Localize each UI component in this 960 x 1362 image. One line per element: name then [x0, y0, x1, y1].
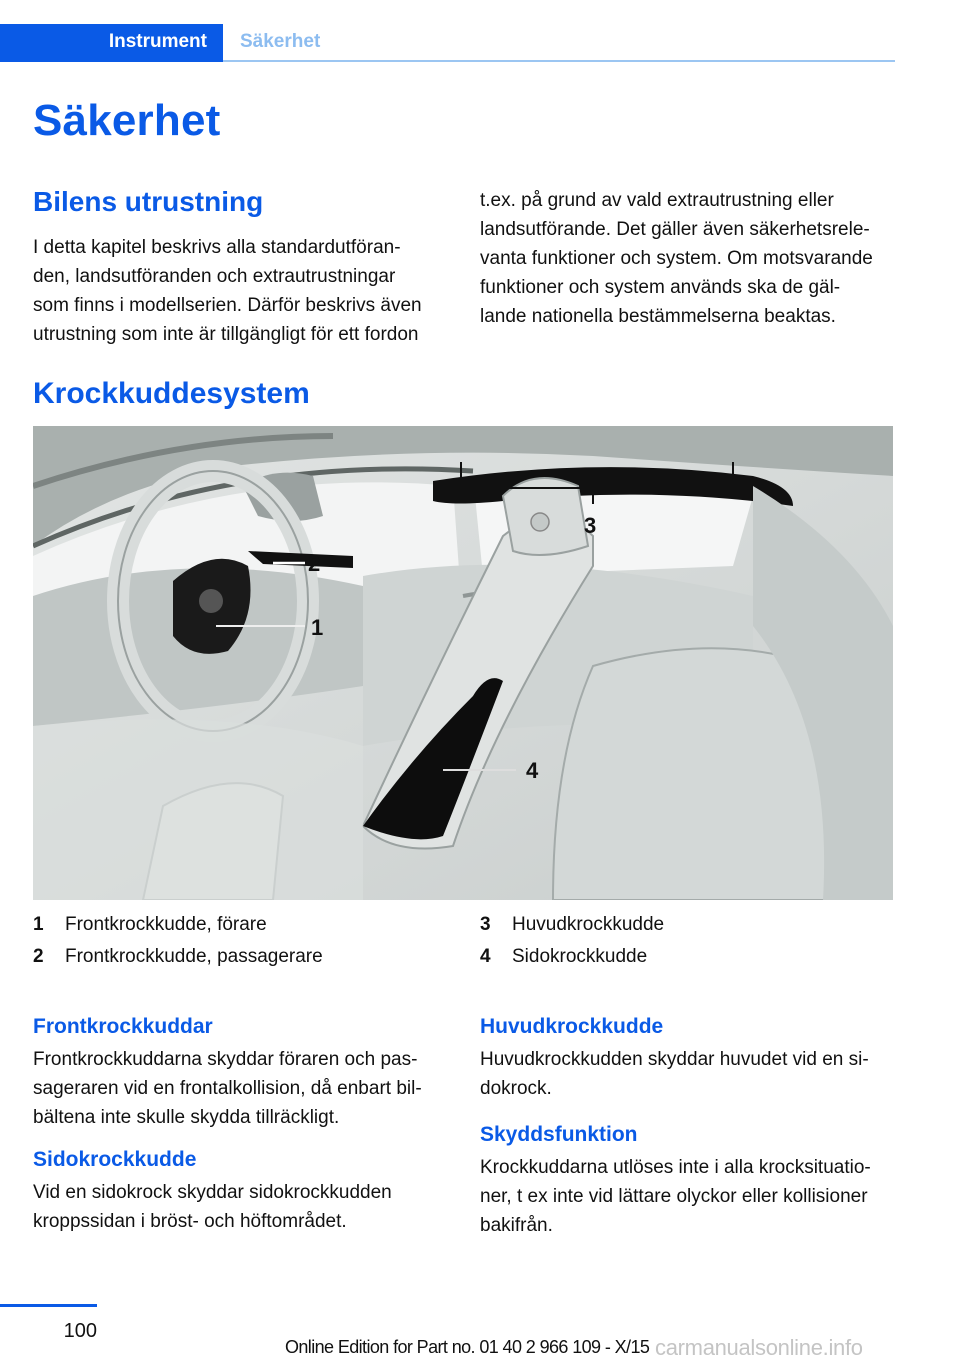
heading-huvudkrockkudde: Huvudkrockkudde: [480, 1015, 664, 1038]
legend-label: Sidokrockkudde: [512, 946, 648, 967]
legend-item: [33, 941, 323, 973]
legend-label: Huvudkrockkudde: [512, 914, 665, 935]
text-line: kroppssidan i bröst- och höftområdet.: [33, 1211, 347, 1232]
svg-text:3: 3: [584, 513, 597, 538]
equipment-text-col2: [480, 186, 910, 331]
legend-item: [480, 941, 664, 973]
legend-number: 1: [33, 914, 44, 935]
text-line: lande nationella bestämmelserna beaktas.: [480, 306, 836, 327]
page-number: 100: [63, 1320, 97, 1342]
legend-item: [33, 909, 323, 941]
text-line: bältena inte skulle skydda tillräckligt.: [33, 1107, 340, 1128]
protection-text: [480, 1153, 910, 1240]
heading-skyddsfunktion: Skyddsfunktion: [480, 1123, 638, 1146]
text-line: som finns i modellserien. Därför beskrivs även: [33, 295, 422, 316]
text-line: Vid en sidokrock skyddar sidokrockkudden: [33, 1182, 392, 1203]
text-line: dokrock.: [480, 1078, 552, 1099]
legend-left: [33, 909, 323, 973]
text-line: landsutförande. Det gäller även säkerhetsrele-: [480, 219, 870, 240]
text-line: sageraren vid en frontalkollision, då enbart bil-: [33, 1078, 422, 1099]
page-title: Säkerhet: [33, 96, 221, 145]
text-line: funktioner och system används ska de gäl-: [480, 277, 841, 298]
text-line: den, landsutföranden och extrautrustningar: [33, 266, 396, 287]
tab-instrument[interactable]: [0, 24, 223, 62]
svg-text:2: 2: [308, 551, 321, 576]
text-line: ner, t ex inte vid lättare olyckor eller kollisioner: [480, 1186, 868, 1207]
text-line: t.ex. på grund av vald extrautrustning eller: [480, 190, 834, 211]
text-line: I detta kapitel beskrivs alla standardutföran-: [33, 237, 401, 258]
legend-right: [480, 909, 664, 973]
legend-label: Frontkrockkudde, förare: [65, 914, 267, 935]
head-airbag-text: [480, 1045, 910, 1103]
svg-text:1: 1: [311, 615, 324, 640]
edition-text: Online Edition for Part no. 01 40 2 966 109 - X/15: [285, 1337, 650, 1357]
airbag-illustration: [33, 426, 893, 900]
tab-instrument-label: Instrument: [108, 31, 207, 52]
legend-number: 4: [480, 946, 491, 967]
text-line: utrustning som inte är tillgängligt för ett fordon: [33, 324, 419, 345]
text-line: Frontkrockkuddarna skyddar föraren och pas-: [33, 1049, 418, 1070]
text-line: Krockkuddarna utlöses inte i alla krocksituatio-: [480, 1157, 871, 1178]
equipment-text-col1: [33, 233, 463, 349]
svg-text:4: 4: [526, 758, 539, 783]
legend-label: Frontkrockkudde, passagerare: [65, 946, 323, 967]
legend-number: 2: [33, 946, 44, 967]
footer-divider: [0, 1304, 97, 1307]
legend-number: 3: [480, 914, 491, 935]
heading-bilens-utrustning: Bilens utrustning: [33, 186, 264, 217]
text-line: bakifrån.: [480, 1215, 553, 1236]
text-line: Huvudkrockkudden skyddar huvudet vid en si-: [480, 1049, 869, 1070]
chapter-header: [0, 24, 895, 62]
heading-frontkrockkuddar: Frontkrockkuddar: [33, 1015, 213, 1038]
front-airbags-text: [33, 1045, 463, 1132]
legend-item: [480, 909, 664, 941]
heading-sidokrockkudde: Sidokrockkudde: [33, 1148, 197, 1171]
side-airbag-text: [33, 1178, 463, 1236]
header-divider: [223, 60, 895, 62]
watermark-link[interactable]: carmanualsonline.info: [655, 1335, 863, 1360]
car-interior-illustration: [33, 426, 893, 900]
text-line: vanta funktioner och system. Om motsvarande: [480, 248, 873, 269]
tab-sakerhet[interactable]: Säkerhet: [240, 31, 321, 52]
heading-krockkuddesystem: Krockkuddesystem: [33, 377, 310, 410]
